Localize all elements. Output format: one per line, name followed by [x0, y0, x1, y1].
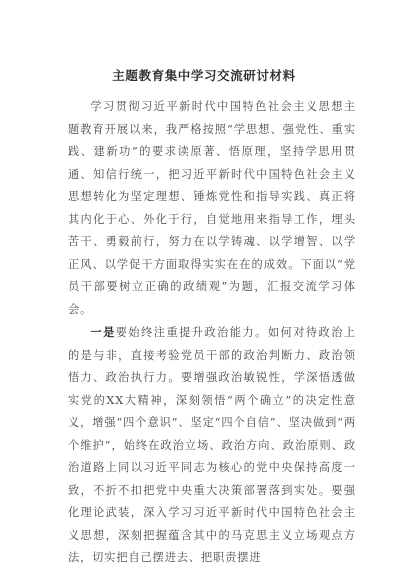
- intro-paragraph: 学习贯彻习近平新时代中国特色社会主义思想主题教育开展以来，我严格按照“学思想、强党性、重实践、建新功”的要求读原著、悟原理，坚持学思用贯通、知信行统一，把习近平新时代中国特色社会主义思想转化为坚定理想、锤炼党性和指导实践、真正将其内化于心、外化于行，自觉地用来指导工作，埋头苦干、勇毅前行，努力在以学铸魂、以学增智、以学正风、以学促干方面取得实实在在的成效。下面以“党员干部要树立正确的政绩观”为题，汇报交流学习体会。: [68, 100, 356, 316]
- section-1-text: 要始终注重提升政治能力。如何对待政治上的是与非，直接考验党员干部的政治判断力、政治领悟力、政治执行力。要增强政治敏锐性，学深悟透做实党的XX大精神，深刻领悟“两个确立”的决定性意义，增强“四个意识”、坚定“四个自信”、坚决做到“两个维护”，始终在政治立场、政治方向、政治原则、政治道路上同以习近平同志为核心的党中央保持高度一致，不折不扣把党中央重大决策部署落到实处。要强化理论武装，深入学习习近平新时代中国特色社会主义思想，深刻把握蕴含其中的马克思主义立场观点方法，切实把自己摆进去、把职责摆进: [68, 326, 356, 564]
- section-1-lead: 一是: [90, 325, 116, 339]
- document-title: 主题教育集中学习交流研讨材料: [112, 68, 296, 83]
- document-body: [68, 96, 356, 570]
- section-1-paragraph: [68, 321, 356, 570]
